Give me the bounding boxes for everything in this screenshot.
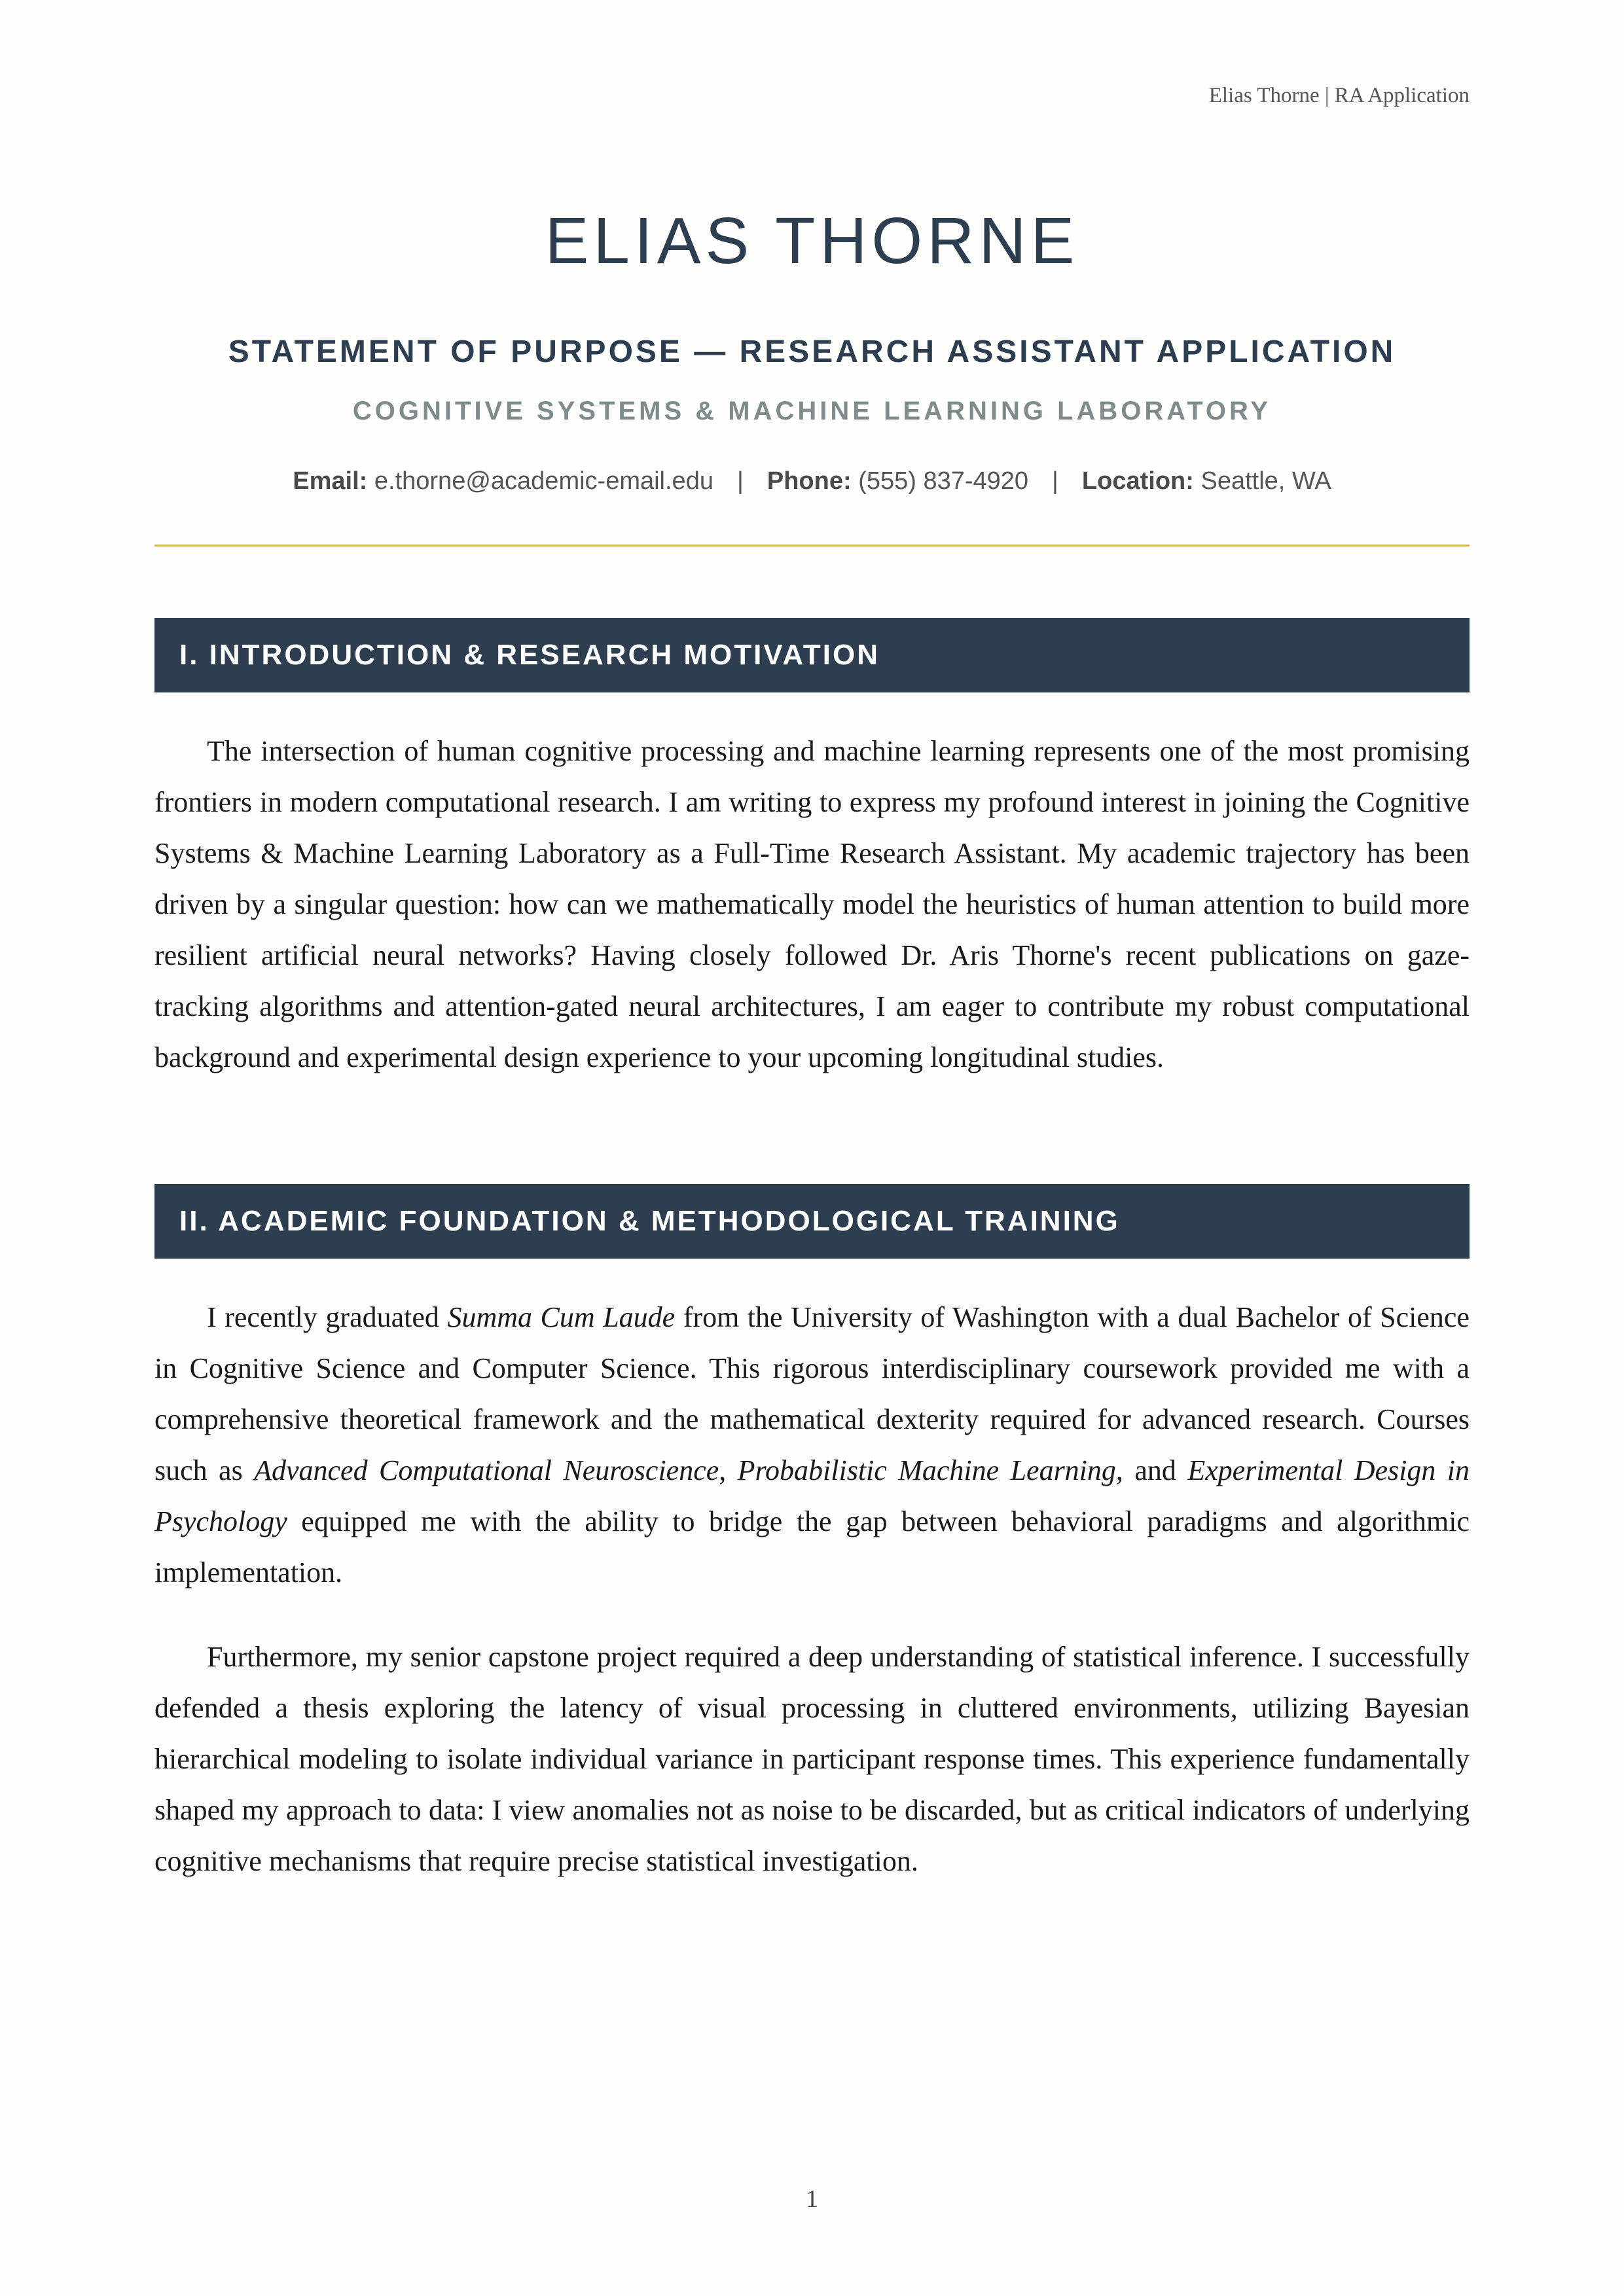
location-value: Seattle, WA [1200,467,1331,495]
lab-name: COGNITIVE SYSTEMS & MACHINE LEARNING LABORATORY [352,397,1272,425]
paragraph-academic-foundation [154,1292,1470,1598]
email-label: Email: [293,467,368,495]
text-run: , [719,1454,738,1486]
italic-course: Experimental Design in Psychology [154,1454,1470,1537]
location-label: Location: [1081,467,1194,495]
contact-line [0,467,1624,495]
text-run: , and [1115,1454,1188,1486]
contact-separator: | [736,467,744,495]
text-run: equipped me with the ability to bridge the gap between behavioral paradigms and algorithmic implementation. [154,1505,1470,1588]
text-run: from the University of Washington with a dual Bachelor of Science in Cognitive Science and Computer Science. This rigorous interdisciplinary coursework provided me with a comprehensive theoretical framework and the mathematical dexterity required for advanced research. Courses such as [154,1301,1470,1486]
running-header: Elias Thorne | RA Application [1208,84,1470,107]
phone-value: (555) 837-4920 [858,467,1029,495]
header-divider [154,545,1470,547]
email-value: e.thorne@academic-email.edu [374,467,713,495]
phone-label: Phone: [767,467,852,495]
italic-course: Probabilistic Machine Learning [737,1454,1116,1486]
document-subtitle: STATEMENT OF PURPOSE — RESEARCH ASSISTANT APPLICATION [228,334,1396,369]
paragraph-capstone: Furthermore, my senior capstone project required a deep understanding of statistical inference. I successfully defended a thesis exploring the latency of visual processing in cluttered environments, utilizing Bayesian hierarchical modeling to isolate individual variance in participant response times. This experience fundamentally shaped my approach to data: I view anomalies not as noise to be discarded, but as critical indicators of underlying cognitive mechanisms that require precise statistical investigation. [154,1641,1470,1877]
applicant-name: ELIAS THORNE [545,204,1079,278]
text-run: I recently graduated [207,1301,448,1333]
italic-course: Advanced Computational Neuroscience [254,1454,719,1486]
page-number: 1 [806,2185,818,2213]
italic-honor: Summa Cum Laude [447,1301,676,1333]
section-heading-introduction: I. INTRODUCTION & RESEARCH MOTIVATION [154,618,1470,692]
section-heading-academic-foundation: II. ACADEMIC FOUNDATION & METHODOLOGICAL TRAINING [154,1184,1470,1259]
paragraph-introduction: The intersection of human cognitive processing and machine learning represents one of the most promising frontiers in modern computational research. I am writing to express my profound interest in joining the Cognitive Systems & Machine Learning Laboratory as a Full-Time Research Assistant. My academic trajectory has been driven by a singular question: how can we mathematically model the heuristics of human attention to build more resilient artificial neural networks? Having closely followed Dr. Aris Thorne's recent publications on gaze-tracking algorithms and attention-gated neural architectures, I am eager to contribute my robust computational background and experimental design experience to your upcoming longitudinal studies. [154,735,1470,1073]
contact-separator: | [1052,467,1058,495]
